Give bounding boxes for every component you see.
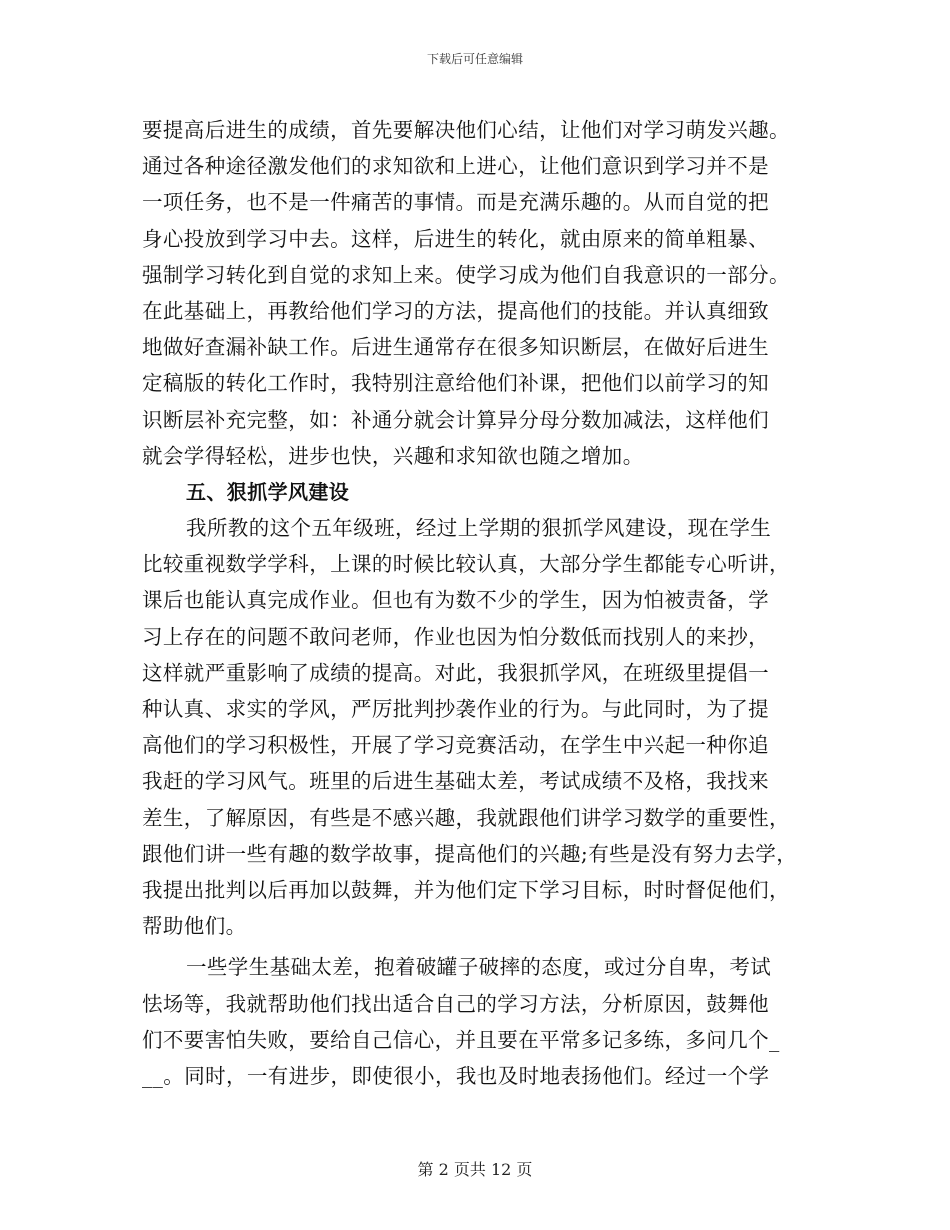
body-line: 定稿版的转化工作时，我特别注意给他们补课，把他们以前学习的知 — [142, 371, 769, 396]
body-line: 比较重视数学学科，上课的时候比较认真，大部分学生都能专心听讲， — [142, 552, 790, 577]
body-line: 帮助他们。 — [142, 914, 247, 939]
section-heading: 五、狠抓学风建设 — [186, 479, 350, 504]
body-line: 高他们的学习积极性，开展了学习竞赛活动，在学生中兴起一种你追 — [142, 733, 769, 758]
body-line: 们不要害怕失败，要给自己信心，并且要在平常多记多练，多问几个_ — [142, 1027, 780, 1052]
body-line: 一些学生基础太差，抱着破罐子破摔的态度，或过分自卑，考试 — [186, 955, 772, 980]
body-line: 一项任务，也不是一件痛苦的事情。而是充满乐趣的。从而自觉的把 — [142, 190, 769, 215]
page-footer: 第 2 页共 12 页 — [417, 1160, 533, 1179]
body-line: 身心投放到学习中去。这样，后进生的转化，就由原来的简单粗暴、 — [142, 226, 769, 251]
body-line: 这样就严重影响了成绩的提高。对此，我狠抓学风，在班级里提倡一 — [142, 660, 769, 685]
body-line: __。同时，一有进步，即使很小，我也及时地表扬他们。经过一个学 — [142, 1063, 770, 1088]
body-line: 跟他们讲一些有趣的数学故事，提高他们的兴趣;有些是没有努力去学， — [142, 841, 798, 866]
page-header: 下载后可任意编辑 — [426, 52, 523, 66]
body-line: 地做好查漏补缺工作。后进生通常存在很多知识断层，在做好后进生 — [142, 335, 769, 360]
body-line: 在此基础上，再教给他们学习的方法，提高他们的技能。并认真细致 — [142, 298, 769, 323]
body-line: 通过各种途径激发他们的求知欲和上进心，让他们意识到学习并不是 — [142, 154, 769, 179]
body-line: 我提出批判以后再加以鼓舞，并为他们定下学习目标，时时督促他们， — [142, 877, 790, 902]
body-line: 就会学得轻松，进步也快，兴趣和求知欲也随之增加。 — [142, 443, 644, 468]
body-line: 差生，了解原因，有些是不感兴趣，我就跟他们讲学习数学的重要性， — [142, 805, 790, 830]
body-line: 种认真、求实的学风，严厉批判抄袭作业的行为。与此同时，为了提 — [142, 697, 769, 721]
body-line: 识断层补充完整，如：补通分就会计算异分母分数加减法，这样他们 — [142, 407, 769, 432]
body-line: 怯场等，我就帮助他们找出适合自己的学习方法，分析原因，鼓舞他 — [142, 991, 769, 1016]
document-body — [142, 112, 832, 1094]
body-line: 我所教的这个五年级班，经过上学期的狠抓学风建设，现在学生 — [186, 516, 772, 541]
body-line: 我赶的学习风气。班里的后进生基础太差，考试成绩不及格，我找来 — [142, 769, 769, 794]
body-line: 课后也能认真完成作业。但也有为数不少的学生，因为怕被责备，学 — [142, 588, 769, 613]
body-line: 要提高后进生的成绩，首先要解决他们心结，让他们对学习萌发兴趣。 — [142, 118, 790, 142]
body-line: 强制学习转化到自觉的求知上来。使学习成为他们自我意识的一部分。 — [142, 262, 790, 287]
body-line: 习上存在的问题不敢问老师，作业也因为怕分数低而找别人的来抄， — [142, 624, 769, 649]
